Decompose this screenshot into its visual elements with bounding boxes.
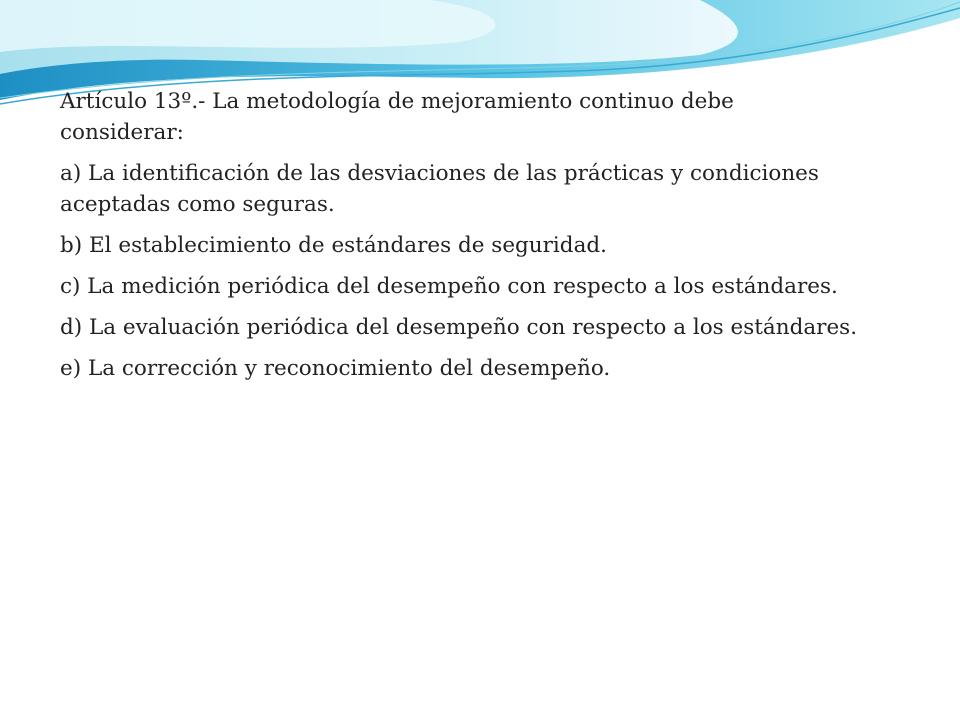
list-item-d: d) La evaluación periódica del desempeño con respecto a los estándares.	[60, 315, 858, 340]
list-item-e: e) La corrección y reconocimiento del desempeño.	[60, 356, 611, 381]
article-heading: Artículo 13º.- La metodología de mejoramiento continuo debe considerar:	[60, 89, 734, 145]
list-item-a: a) La identificación de las desviaciones de las prácticas y condiciones aceptadas como seguras.	[60, 161, 819, 217]
list-item-c: c) La medición periódica del desempeño con respecto a los estándares.	[60, 274, 838, 299]
slide-body	[60, 86, 860, 394]
list-item-b: b) El establecimiento de estándares de seguridad.	[60, 233, 607, 258]
